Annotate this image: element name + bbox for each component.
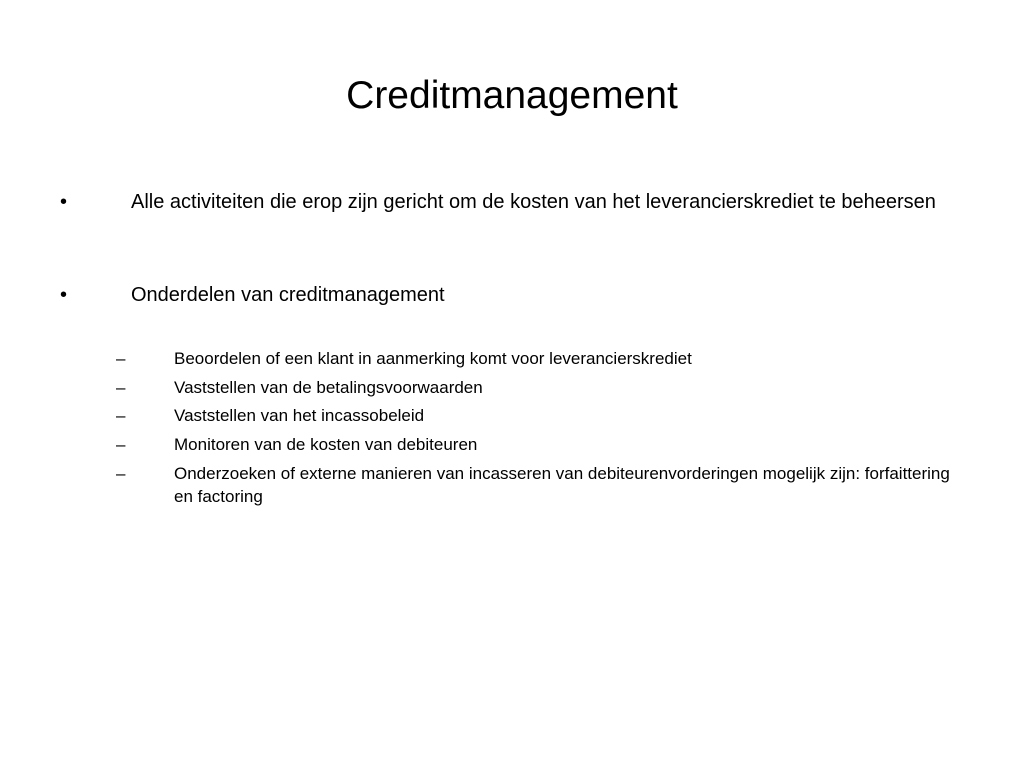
sub-text: Vaststellen van het incassobeleid [174, 406, 425, 425]
sub-marker: – [116, 464, 126, 483]
sub-text: Monitoren van de kosten van debiteuren [174, 435, 478, 454]
sub-marker: – [116, 406, 126, 425]
sub-text: Onderzoeken of externe manieren van incasseren van debiteurenvorderingen mogelijk zijn: forfaittering en factoring [174, 464, 950, 506]
bullet-text: Onderdelen van creditmanagement [131, 284, 445, 306]
sub-marker: – [116, 435, 126, 454]
bullet-text: Alle activiteiten die erop zijn gericht om de kosten van het leverancierskrediet te beheersen [131, 191, 936, 213]
sub-text: Beoordelen of een klant in aanmerking komt voor leverancierskrediet [174, 349, 692, 368]
sub-text: Vaststellen van de betalingsvoorwaarden [174, 378, 483, 397]
slide-title: Creditmanagement [346, 74, 678, 117]
sub-marker: – [116, 349, 126, 368]
sub-marker: – [116, 378, 126, 397]
bullet-marker: • [60, 284, 68, 306]
bullet-marker: • [60, 191, 68, 213]
